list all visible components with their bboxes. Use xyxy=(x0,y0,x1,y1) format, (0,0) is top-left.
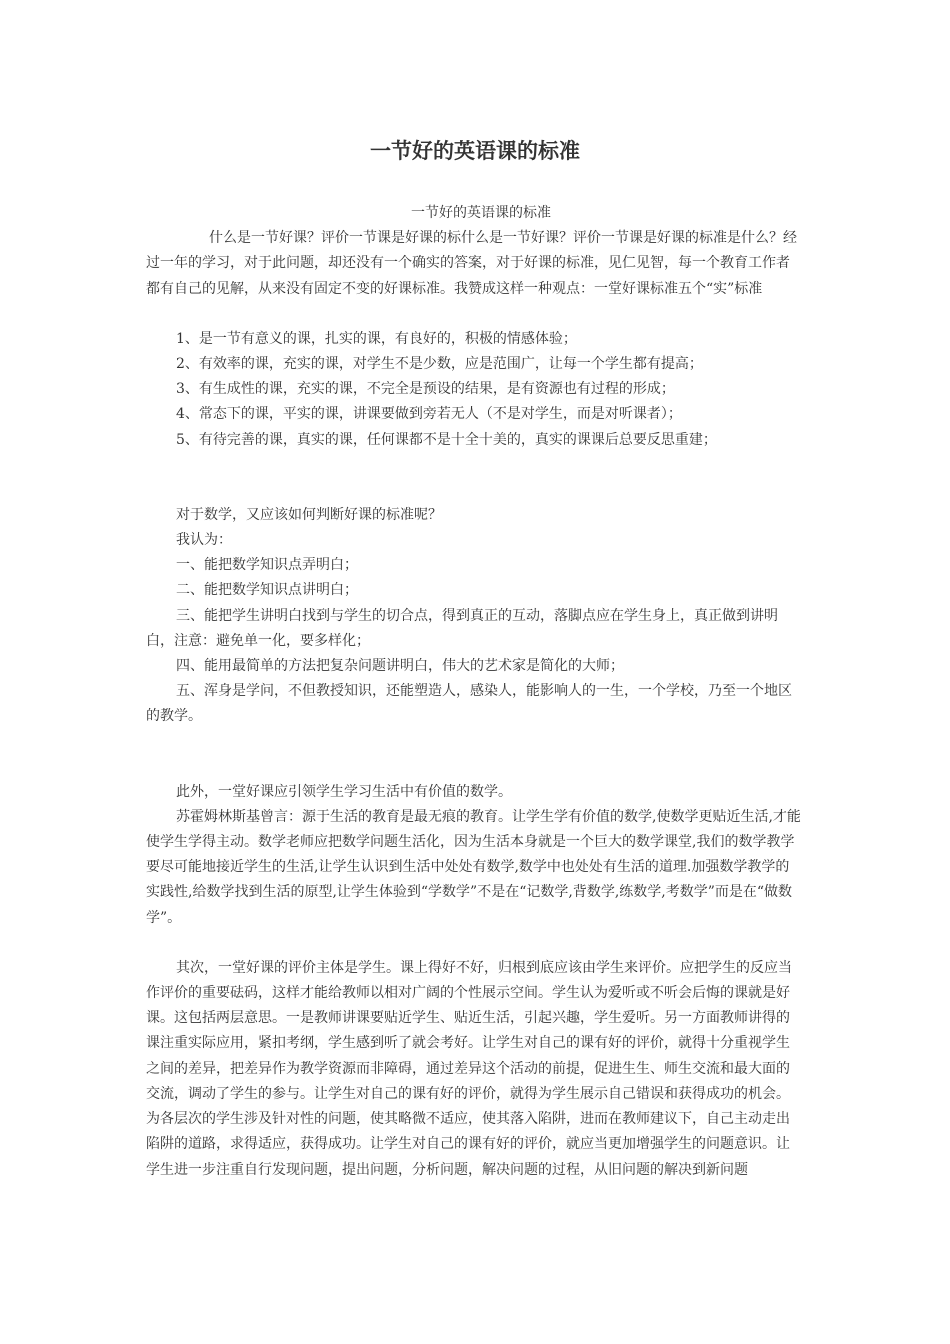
document-title: 一节好的英语课的标准 xyxy=(370,139,580,163)
standard-item: 3、有生成性的课，充实的课，不完全是预设的结果，是有资源也有过程的形成； xyxy=(176,381,675,398)
standard-item: 1、是一节有意义的课，扎实的课，有良好的，积极的情感体验； xyxy=(176,330,577,347)
spacer xyxy=(146,453,802,503)
intro-paragraph: 什么是一节好课？评价一节课是好课的标什么是一节好课？评价一节课是好课的标准是什么？经过一年的学习，对于此问题，却还没有一个确实的答案，对于好课的标准，见仁见智，每一个教育工作者都有自己的见解，从来没有固定不变的好课标准。我赞成这样一种观点：一堂好课标准五个“实”标准 xyxy=(146,230,797,297)
standard-item: 2、有效率的课，充实的课，对学生不是少数，应是范围广，让每一个学生都有提高； xyxy=(176,356,703,373)
math-lead: 我认为： xyxy=(176,532,232,549)
math-question: 对于数学，又应该如何判断好课的标准呢？ xyxy=(176,506,442,523)
furthermore-paragraph: 此外，一堂好课应引领学生学习生活中有价值的数学。 xyxy=(176,783,512,800)
document-subtitle: 一节好的英语课的标准 xyxy=(411,205,551,221)
math-point: 三、能把学生讲明白找到与学生的切合点，得到真正的互动，落脚点应在学生身上，真正做到讲明白，注意：避免单一化，要多样化； xyxy=(146,607,778,649)
spacer xyxy=(146,931,802,956)
secondly-paragraph: 其次，一堂好课的评价主体是学生。课上得好不好，归根到底应该由学生来评价。应把学生的反应当作评价的重要砝码，这样才能给教师以相对广阔的个性展示空间。学生认为爱听或不听会后悔的课就是好课。这包括两层意思。一是教师讲课要贴近学生、贴近生活，引起兴趣，学生爱听。另一方面教师讲得的课注重实际应用，紧扣考纲，学生感到听了就会考好。让学生对自己的课有好的评价，就得十分重视学生之间的差异，把差异作为教学资源而非障碍，通过差异这个活动的前提，促进生生、师生交流和最大面的交流，调动了学生的参与。让学生对自己的课有好的评价，就得为学生展示自己错误和获得成功的机会。为各层次的学生涉及针对性的问题，使其略微不适应，使其落入陷阱，进而在教师建议下，自己主动走出陷阱的道路，求得适应，获得成功。让学生对自己的课有好的评价，就应当更加增强学生的问题意识。让学生进一步注重自行发现问题，提出问题，分析问题，解决问题的过程，从旧问题的解决到新问题 xyxy=(146,959,792,1178)
document-body xyxy=(146,201,802,1183)
spacer xyxy=(146,302,802,327)
math-point: 五、浑身是学问，不但教授知识，还能塑造人，感染人，能影响人的一生，一个学校，乃至一个地区的教学。 xyxy=(146,683,792,725)
spacer xyxy=(146,730,802,780)
math-point: 二、能把数学知识点讲明白； xyxy=(176,582,358,599)
math-point: 一、能把数学知识点弄明白； xyxy=(176,557,358,574)
sukhomlinsky-paragraph: 苏霍姆林斯基曾言：源于生活的教育是最无痕的教育。让学生学有价值的数学,使数学更贴近生活,才能使学生学得主动。数学老师应把数学问题生活化，因为生活本身就是一个巨大的数学课堂,我们的数学教学要尽可能地接近学生的生活,让学生认识到生活中处处有数学,数学中也处处有生活的道理.加强数学教学的实践性,给数学找到生活的原型,让学生体验到“学数学”不是在“记数学,背数学,练数学,考数学”而是在“做数学”。 xyxy=(146,808,801,926)
standard-item: 5、有待完善的课，真实的课，任何课都不是十全十美的，真实的课课后总要反思重建； xyxy=(176,431,717,448)
math-point: 四、能用最简单的方法把复杂问题讲明白，伟大的艺术家是简化的大师； xyxy=(176,658,624,675)
standard-item: 4、常态下的课，平实的课，讲课要做到旁若无人（不是对学生，而是对听课者）； xyxy=(176,406,682,423)
